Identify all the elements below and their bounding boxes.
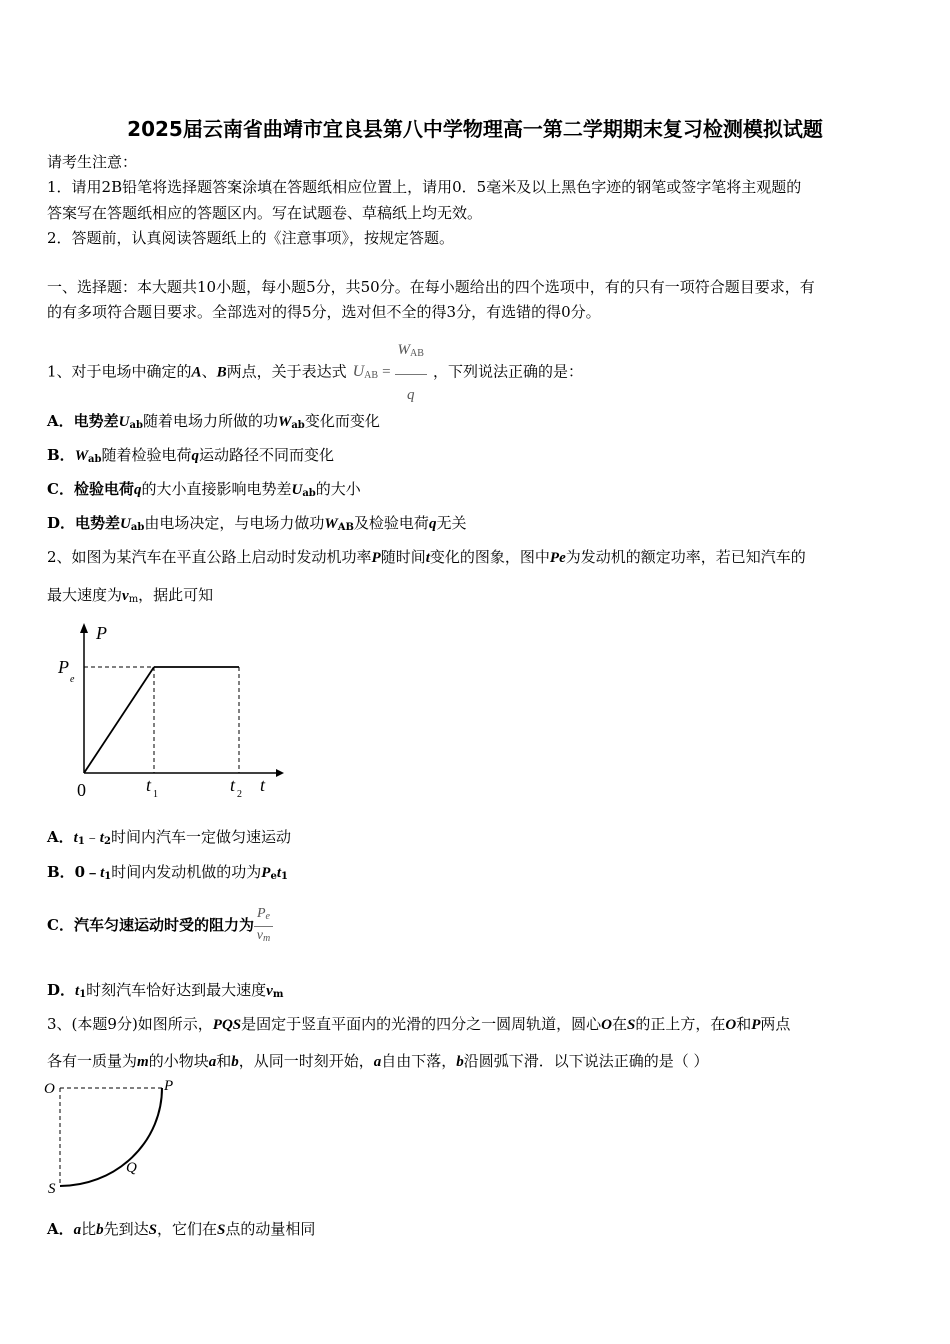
q1-formula: $U_{AB}$ = $\frac{W_{AB}}{q}$ [353, 330, 427, 415]
point-q-label: Q [126, 1160, 137, 1176]
q1-option-d[interactable]: D．电势差$U_{ab}$由电场决定，与电场力做功$W_{AB}$及检验电荷q无关 [47, 514, 467, 533]
q2-power-time-graph [50, 615, 290, 805]
point-p-label: P [164, 1078, 174, 1094]
q1-option-b[interactable]: B．$W_{ab}$随着检验电荷q运动路径不同而变化 [47, 446, 335, 465]
q2-option-b[interactable]: B．$0﹣t_1$时间内发动机做的功为$P_et_1$ [47, 863, 288, 882]
t2-label-sub: 2 [237, 789, 242, 800]
q3-quarter-circle-figure [40, 1076, 190, 1201]
t1-label-sub: 1 [153, 789, 158, 800]
notice-item-1-line-2: 答案写在答题纸相应的答题区内。写在试题卷、草稿纸上均无效。 [47, 204, 483, 222]
q3-stem-line-2: 各有一质量为m的小物块a和b，从同一时刻开始，a自由下落，b沿圆弧下滑．以下说法正确的是（ ） [47, 1052, 709, 1070]
quarter-circle-track [60, 1088, 162, 1186]
pe-label: P [58, 657, 69, 677]
point-s-label: S [48, 1181, 56, 1197]
q2-stem-line-1: 2、如图为某汽车在平直公路上启动时发动机功率P随时间t变化的图象，图中Pe为发动机的额定功率，若已知汽车的 [47, 548, 806, 566]
p-axis-label: P [96, 623, 107, 643]
t-axis-label: t [260, 775, 266, 795]
p-axis-arrow [80, 623, 88, 633]
q3-option-a[interactable]: A．a比b先到达S，它们在S点的动量相同 [47, 1220, 316, 1238]
q2-option-a[interactable]: A．$t_1﹣t_2$时间内汽车一定做匀速运动 [47, 828, 291, 847]
notice-item-1-line-1: 1．请用2B铅笔将选择题答案涂填在答题纸相应位置上，请用0．5毫米及以上黑色字迹的钢笔或签字笔将主观题的 [47, 178, 802, 196]
q2-option-c[interactable]: C．汽车匀速运动时受的阻力为 $\frac{P_e}{v_m}$ [47, 900, 273, 950]
notice-item-2: 2．答题前，认真阅读答题纸上的《注意事项》，按规定答题。 [47, 229, 455, 247]
q1-option-a[interactable]: A．电势差$U_{ab}$随着电场力所做的功$W_{ab}$变化而变化 [47, 412, 380, 431]
page-title: 2025届云南省曲靖市宜良县第八中学物理高一第二学期期末复习检测模拟试题 [127, 117, 823, 141]
power-ramp-line [84, 667, 154, 773]
q3-stem-line-1: 3、(本题9分)如图所示，PQS是固定于竖直平面内的光滑的四分之一圆周轨道，圆心O在S的正上方，在O和P两点 [47, 1015, 791, 1033]
origin-label: 0 [77, 780, 86, 800]
q2-stem-line-2: 最大速度为$v_m$，据此可知 [47, 586, 214, 605]
t2-label: t [230, 775, 236, 795]
q2-option-d[interactable]: D．$t_1$时刻汽车恰好达到最大速度$v_m$ [47, 981, 284, 1000]
q1-option-c[interactable]: C．检验电荷q的大小直接影响电势差$U_{ab}$的大小 [47, 480, 361, 499]
point-o-label: O [44, 1081, 55, 1097]
q1-stem: 1、对于电场中确定的A、B两点，关于表达式 $U_{AB}$ = $\frac{W_{AB}}{q}$ ，下列说法正确的是： [47, 330, 583, 415]
notice-heading: 请考生注意： [47, 153, 138, 171]
t1-label: t [146, 775, 152, 795]
section-intro-line-2: 的有多项符合题目要求。全部选对的得5分，选对但不全的得3分，有选错的得0分。 [47, 303, 601, 321]
section-intro-line-1: 一、选择题：本大题共10小题，每小题5分，共50分。在每小题给出的四个选项中，有的只有一项符合题目要求，有 [47, 278, 815, 296]
pe-label-sub: e [70, 674, 75, 685]
t-axis-arrow [276, 769, 284, 777]
